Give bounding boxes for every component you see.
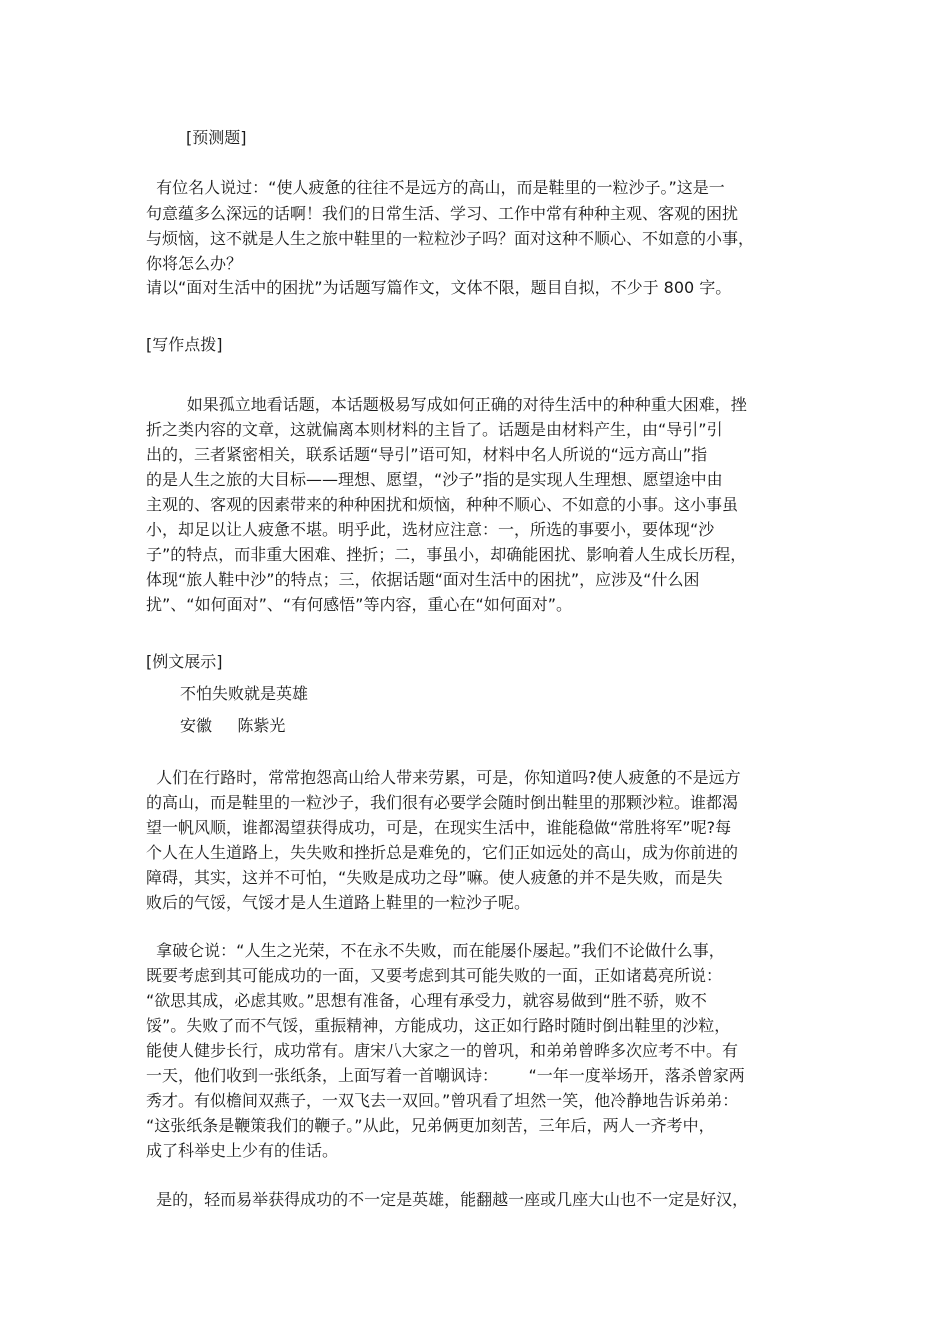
tips-line: 的是人生之旅的大目标——理想、愿望，“沙子”指的是实现人生理想、愿望途中由 bbox=[146, 470, 723, 489]
essay-line: 拿破仑说：“人生之光荣，不在永不失败，而在能屡仆屡起。”我们不论做什么事， bbox=[146, 941, 725, 960]
essay-line: 馁”。失败了而不气馁，重振精神，方能成功，这正如行路时随时倒出鞋里的沙粒， bbox=[146, 1016, 731, 1035]
section-label-prediction: [预测题] bbox=[186, 128, 247, 147]
tips-line: 折之类内容的文章，这就偏离本则材料的主旨了。话题是由材料产生，由“导引”引 bbox=[146, 420, 723, 439]
essay-line: 一天，他们收到一张纸条，上面写着一首嘲讽诗： “一年一度举场开，落杀曾家两 bbox=[146, 1066, 745, 1085]
section-label-writing-tips: [写作点拨] bbox=[146, 335, 223, 354]
prompt-line: 句意蕴多么深远的话啊！我们的日常生活、学习、工作中常有种种主观、客观的困扰 bbox=[146, 204, 739, 223]
essay-line: 个人在人生道路上，失失败和挫折总是难免的，它们正如远处的高山，成为你前进的 bbox=[146, 843, 739, 862]
tips-line: 如果孤立地看话题，本话题极易写成如何正确的对待生活中的种种重大困难，挫 bbox=[146, 395, 747, 414]
tips-line: 出的，三者紧密相关，联系话题“导引”语可知，材料中名人所说的“远方高山”指 bbox=[146, 445, 708, 464]
essay-author: 安徽 陈紫光 bbox=[180, 716, 286, 735]
essay-line: 败后的气馁，气馁才是人生道路上鞋里的一粒沙子呢。 bbox=[146, 893, 531, 912]
tips-line: 子”的特点，而非重大困难、挫折；二，事虽小，却确能困扰、影响着人生成长历程， bbox=[146, 545, 747, 564]
tips-line: 扰”、“如何面对”、“有何感悟”等内容，重心在“如何面对”。 bbox=[146, 595, 573, 614]
essay-line: 障碍，其实，这并不可怕，“失败是成功之母”嘛。使人疲惫的并不是失败，而是失 bbox=[146, 868, 723, 887]
tips-line: 体现“旅人鞋中沙”的特点；三，依据话题“面对生活中的困扰”，应涉及“什么困 bbox=[146, 570, 700, 589]
prompt-instruction-line: 请以“面对生活中的困扰”为话题写篇作文，文体不限，题目自拟，不少于 800 字。 bbox=[146, 278, 732, 297]
essay-line: 的高山，而是鞋里的一粒沙子，我们很有必要学会随时倒出鞋里的那颗沙粒。谁都渴 bbox=[146, 793, 739, 812]
essay-line: 是的，轻而易举获得成功的不一定是英雄，能翻越一座或几座大山也不一定是好汉， bbox=[146, 1190, 749, 1209]
prompt-line: 有位名人说过：“使人疲惫的往往不是远方的高山，而是鞋里的一粒沙子。”这是一 bbox=[146, 178, 725, 197]
essay-line: 能使人健步长行，成功常有。唐宋八大家之一的曾巩，和弟弟曾晔多次应考不中。有 bbox=[146, 1041, 739, 1060]
essay-line: 既要考虑到其可能成功的一面，又要考虑到其可能失败的一面，正如诸葛亮所说： bbox=[146, 966, 723, 985]
essay-line: 望一帆风顺，谁都渴望获得成功，可是，在现实生活中，谁能稳做“常胜将军”呢?每 bbox=[146, 818, 732, 837]
section-label-example: [例文展示] bbox=[146, 652, 223, 671]
essay-title: 不怕失败就是英雄 bbox=[180, 684, 309, 703]
essay-line: “欲思其成，必虑其败。”思想有准备，心理有承受力，就容易做到“胜不骄，败不 bbox=[146, 991, 707, 1010]
prompt-line: 你将怎么办？ bbox=[146, 254, 243, 273]
essay-line: 成了科举史上少有的佳话。 bbox=[146, 1141, 339, 1160]
prompt-line: 与烦恼，这不就是人生之旅中鞋里的一粒粒沙子吗？面对这种不顺心、不如意的小事， bbox=[146, 229, 755, 248]
essay-line: 人们在行路时，常常抱怨高山给人带来劳累，可是，你知道吗?使人疲惫的不是远方 bbox=[146, 768, 741, 787]
tips-line: 小，却足以让人疲惫不堪。明乎此，选材应注意：一，所选的事要小，要体现“沙 bbox=[146, 520, 715, 539]
tips-line: 主观的、客观的因素带来的种种困扰和烦恼，种种不顺心、不如意的小事。这小事虽 bbox=[146, 495, 739, 514]
essay-line: “这张纸条是鞭策我们的鞭子。”从此，兄弟俩更加刻苦，三年后，两人一齐考中， bbox=[146, 1116, 715, 1135]
essay-line: 秀才。有似檐间双燕子，一双飞去一双回。”曾巩看了坦然一笑，他冷静地告诉弟弟： bbox=[146, 1091, 739, 1110]
